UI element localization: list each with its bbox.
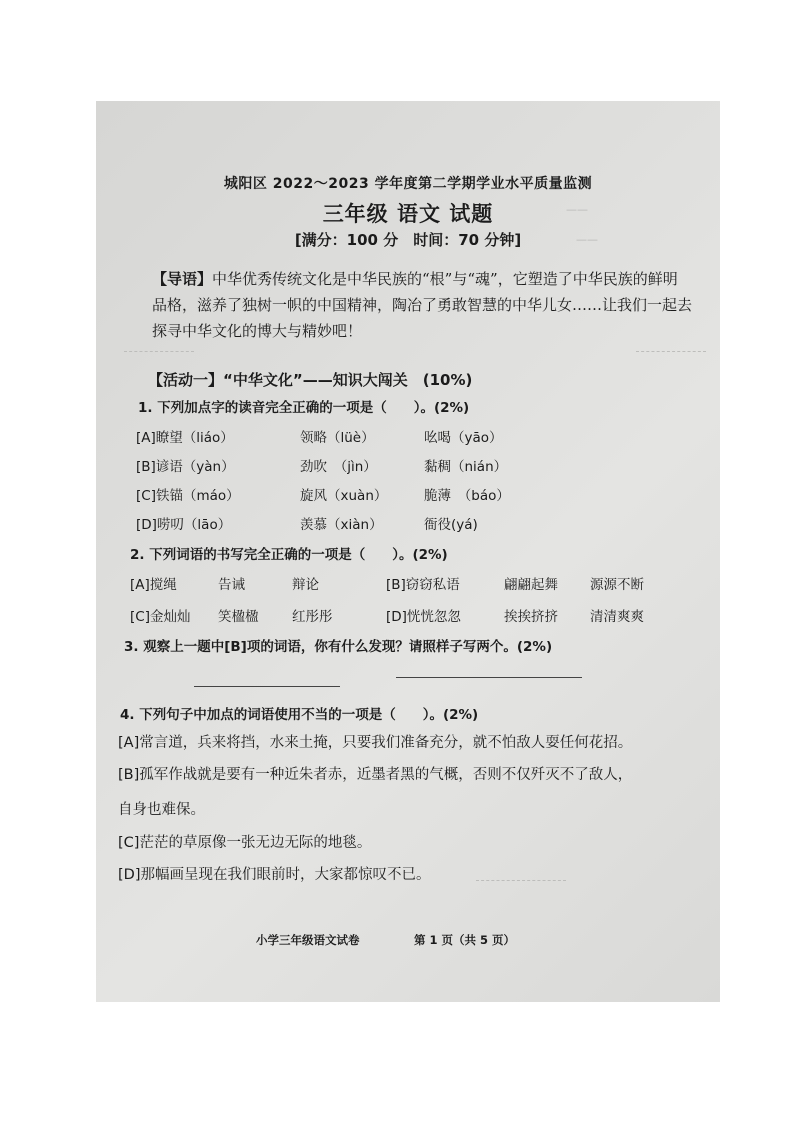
footer-page-info: 第 1 页（共 5 页） (414, 933, 516, 947)
activity1-title: 【活动一】“中华文化”——知识大闯关 (10%) (148, 371, 473, 389)
q2-word: 挨挨挤挤 (504, 609, 558, 625)
score-time: [满分：100 分 时间：70 分钟] (294, 231, 522, 249)
q1-option-c: [C]铁锚（máo） (136, 488, 240, 504)
q2-word: 翩翩起舞 (504, 577, 558, 593)
q1-word: 吆喝（yāo） (424, 430, 503, 446)
footer-paper-name: 小学三年级语文试卷 (256, 933, 360, 947)
q1-option-b: [B]谚语（yàn） (136, 459, 235, 475)
q1-word: 羡慕（xiàn） (300, 517, 383, 533)
q2-word: 源源不断 (590, 577, 644, 593)
q1-word: 领略（lüè） (300, 430, 375, 446)
q1-word: 脆薄 （báo） (424, 488, 510, 504)
q1-stem: 1. 下列加点字的读音完全正确的一项是（ ）。(2%) (138, 400, 470, 416)
q1-word: 旋风（xuàn） (300, 488, 388, 504)
intro-paragraph (152, 266, 692, 344)
q4-option-d: [D]那幅画呈现在我们眼前时，大家都惊叹不已。 (118, 867, 431, 883)
exam-paper: —— —— 城阳区 2022～2023 学年度第二学期学业水平质量监测 三年级 语文 试题 [满分：100 分 时间：70 分钟] 【导语】中华优秀传统文化是中华民族的“根”与“魂”，它塑造了中华民族的鲜明品格，滋养了独树一帜的中国精神，陶冶了勇敢智慧的中华儿女……让我们一起去探寻中华文化的博大与精妙吧！ 【活动一】“中华文化”——知识大闯关 (10%) 1. 下列加点字的读音完全正确的一项是（ ）。(2%) [A]瞭望（liáo） 领略（lüè） 吆喝（yāo） [B]谚语（yàn） 劲吹 （jìn） 黏稠（nián） [C]铁锚（máo） 旋风（xuàn） 脆薄 （báo） [D]唠叨（lāo） 羡慕（xiàn） 衙役(yá) 2. 下列词语的书写完全正确的一项是（ ）。(2%) [A]搅绳 告诫 辩论 [B]窃窃私语 翩翩起舞 源源不断 [C]金灿灿 笑楹楹 红彤彤 [D]恍恍忽忽 挨挨挤挤 清清爽爽 3. 观察上一题中[B]项的词语，你有什么发现？请照样子写两个。(2%) 4. 下列句子中加点的词语使用不当的一项是（ ）。(2%) [A]常言道，兵来将挡，水来土掩，只要我们准备充分，就不怕敌人耍任何花招。 [B]孤军作战就是要有一种近朱者赤，近墨者黑的气概，否则不仅歼灭不了敌人， 自身也难保。 [C]茫茫的草原像一张无边无际的地毯。 [D]那幅画呈现在我们眼前时，大家都惊叹不已。 小学三年级语文试卷 第 1 页（共 5 页） (96, 101, 720, 1002)
bleed-mark (476, 880, 566, 881)
q3-stem: 3. 观察上一题中[B]项的词语，你有什么发现？请照样子写两个。(2%) (124, 639, 553, 655)
q4-option-c: [C]茫茫的草原像一张无边无际的地毯。 (118, 835, 372, 851)
q2-word: 笑楹楹 (218, 609, 259, 625)
bleed-mark (124, 351, 194, 352)
bleed-mark (636, 351, 706, 352)
q1-word: 黏稠（nián） (424, 459, 508, 475)
q4-option-b-continued: 自身也难保。 (118, 802, 205, 818)
q2-option-c: [C]金灿灿 (130, 609, 191, 625)
exam-paper-photo (96, 101, 720, 1002)
q1-option-a: [A]瞭望（liáo） (136, 430, 234, 446)
q2-word: 告诫 (218, 577, 245, 593)
q2-word: 辩论 (292, 577, 319, 593)
q2-word: 红彤彤 (292, 609, 333, 625)
q2-word: 清清爽爽 (590, 609, 644, 625)
q1-word: 衙役(yá) (424, 517, 478, 533)
intro-text: 中华优秀传统文化是中华民族的“根”与“魂”，它塑造了中华民族的鲜明品格，滋养了独树一帜的中国精神，陶冶了勇敢智慧的中华儿女……让我们一起去探寻中华文化的博大与精妙吧！ (152, 270, 693, 340)
q4-option-b: [B]孤军作战就是要有一种近朱者赤，近墨者黑的气概，否则不仅歼灭不了敌人， (118, 767, 633, 783)
answer-blank-2[interactable] (396, 677, 582, 678)
exam-title: 城阳区 2022～2023 学年度第二学期学业水平质量监测 (223, 176, 593, 192)
subject-title: 三年级 语文 试题 (322, 202, 494, 226)
q2-stem: 2. 下列词语的书写完全正确的一项是（ ）。(2%) (130, 547, 448, 563)
q2-option-a: [A]搅绳 (130, 577, 177, 593)
q2-option-d: [D]恍恍忽忽 (386, 609, 461, 625)
q4-stem: 4. 下列句子中加点的词语使用不当的一项是（ ）。(2%) (120, 707, 479, 723)
q1-word: 劲吹 （jìn） (300, 459, 377, 475)
q2-option-b: [B]窃窃私语 (386, 577, 460, 593)
q4-option-a: [A]常言道，兵来将挡，水来土掩，只要我们准备充分，就不怕敌人耍任何花招。 (118, 735, 633, 751)
answer-blank-1[interactable] (194, 686, 340, 687)
intro-label: 【导语】 (152, 270, 213, 288)
q1-option-d: [D]唠叨（lāo） (136, 517, 232, 533)
